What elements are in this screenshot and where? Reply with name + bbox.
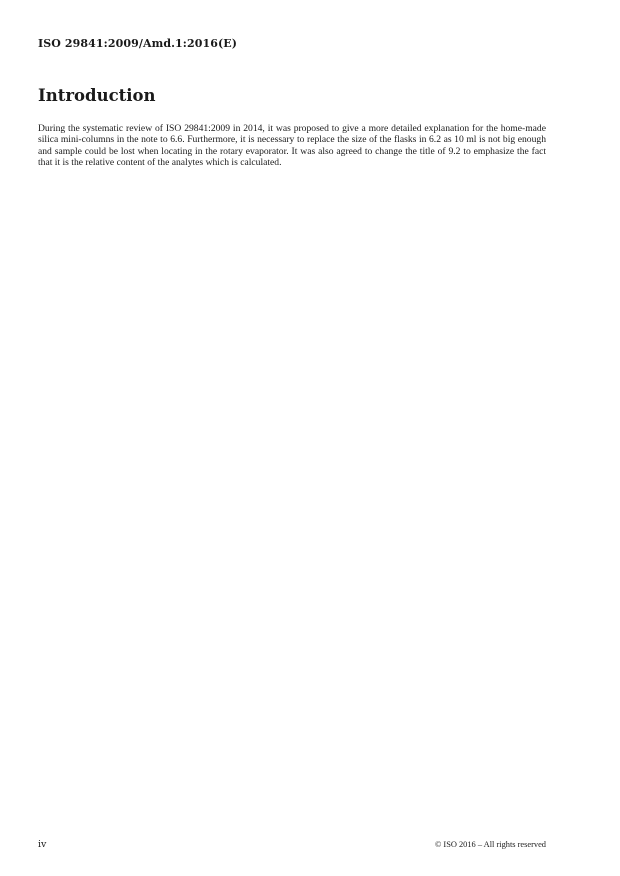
section-heading: Introduction: [38, 86, 156, 105]
introduction-paragraph: During the systematic review of ISO 29841:2009 in 2014, it was proposed to give a more detailed explanation for the home-made silica mini-columns in the note to 6.6. Furthermore, it is necessary to replace the size of the flasks in 6.2 as 10 ml is not big enough and sample could be lost when locating in the rotary evaporator. It was also agreed to change the title of 9.2 to emphasize the fact that it is the relative content of the analytes which is calculated.: [38, 123, 546, 169]
copyright-notice: © ISO 2016 – All rights reserved: [434, 840, 546, 849]
page-number: iv: [38, 839, 47, 850]
document-identifier: ISO 29841:2009/Amd.1:2016(E): [38, 37, 238, 50]
